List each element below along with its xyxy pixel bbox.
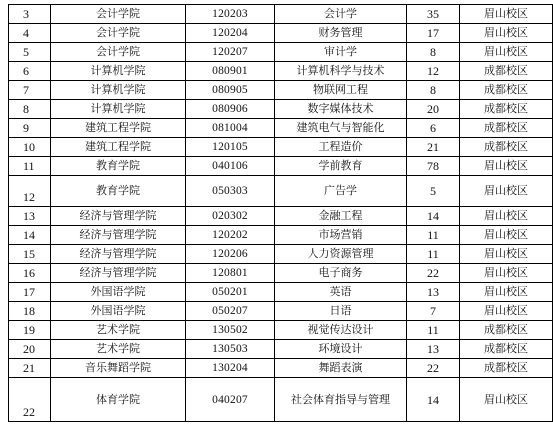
campus-cell: 成都校区 <box>460 359 553 378</box>
major-cell: 广告学 <box>275 176 407 207</box>
seq-cell: 13 <box>9 207 51 226</box>
seq-cell: 12 <box>9 176 51 207</box>
count-cell: 6 <box>407 119 460 138</box>
campus-cell: 眉山校区 <box>460 24 553 43</box>
campus-cell: 眉山校区 <box>460 264 553 283</box>
major-cell: 审计学 <box>275 43 407 62</box>
table-row <box>9 119 553 138</box>
code-cell: 120207 <box>186 43 275 62</box>
table-row <box>9 245 553 264</box>
campus-cell: 成都校区 <box>460 119 553 138</box>
campus-cell: 眉山校区 <box>460 157 553 176</box>
college-cell: 建筑工程学院 <box>51 138 186 157</box>
code-cell: 120801 <box>186 264 275 283</box>
seq-cell: 10 <box>9 138 51 157</box>
campus-cell: 成都校区 <box>460 62 553 81</box>
college-cell: 会计学院 <box>51 5 186 24</box>
code-cell: 130503 <box>186 340 275 359</box>
table-row <box>9 43 553 62</box>
count-cell: 22 <box>407 264 460 283</box>
count-cell: 21 <box>407 138 460 157</box>
campus-cell: 眉山校区 <box>460 176 553 207</box>
major-cell: 电子商务 <box>275 264 407 283</box>
major-cell: 物联网工程 <box>275 81 407 100</box>
major-cell: 会计学 <box>275 5 407 24</box>
table-row <box>9 302 553 321</box>
campus-cell: 成都校区 <box>460 340 553 359</box>
count-cell: 20 <box>407 100 460 119</box>
table-row <box>9 24 553 43</box>
count-cell: 13 <box>407 340 460 359</box>
table-row <box>9 176 553 207</box>
college-cell: 经济与管理学院 <box>51 226 186 245</box>
count-cell: 14 <box>407 207 460 226</box>
table-row <box>9 157 553 176</box>
code-cell: 020302 <box>186 207 275 226</box>
code-cell: 120202 <box>186 226 275 245</box>
campus-cell: 眉山校区 <box>460 245 553 264</box>
campus-cell: 眉山校区 <box>460 378 553 422</box>
campus-cell: 成都校区 <box>460 100 553 119</box>
campus-cell: 成都校区 <box>460 81 553 100</box>
college-cell: 音乐舞蹈学院 <box>51 359 186 378</box>
major-cell: 财务管理 <box>275 24 407 43</box>
code-cell: 130502 <box>186 321 275 340</box>
major-cell: 工程造价 <box>275 138 407 157</box>
major-cell: 环境设计 <box>275 340 407 359</box>
code-cell: 050303 <box>186 176 275 207</box>
code-cell: 120206 <box>186 245 275 264</box>
campus-cell: 眉山校区 <box>460 302 553 321</box>
code-cell: 050201 <box>186 283 275 302</box>
college-cell: 计算机学院 <box>51 62 186 81</box>
college-cell: 计算机学院 <box>51 81 186 100</box>
college-cell: 外国语学院 <box>51 283 186 302</box>
table-row <box>9 226 553 245</box>
college-cell: 艺术学院 <box>51 340 186 359</box>
seq-cell: 18 <box>9 302 51 321</box>
seq-cell: 20 <box>9 340 51 359</box>
seq-cell: 16 <box>9 264 51 283</box>
seq-cell: 21 <box>9 359 51 378</box>
table-row <box>9 62 553 81</box>
seq-cell: 8 <box>9 100 51 119</box>
table-row <box>9 100 553 119</box>
table-row <box>9 340 553 359</box>
campus-cell: 眉山校区 <box>460 43 553 62</box>
seq-cell: 5 <box>9 43 51 62</box>
college-cell: 建筑工程学院 <box>51 119 186 138</box>
code-cell: 120204 <box>186 24 275 43</box>
table-row <box>9 283 553 302</box>
college-cell: 会计学院 <box>51 43 186 62</box>
count-cell: 78 <box>407 157 460 176</box>
table-body <box>9 5 553 422</box>
seq-cell: 7 <box>9 81 51 100</box>
campus-cell: 眉山校区 <box>460 226 553 245</box>
count-cell: 11 <box>407 245 460 264</box>
seq-cell: 11 <box>9 157 51 176</box>
code-cell: 080905 <box>186 81 275 100</box>
count-cell: 14 <box>407 378 460 422</box>
major-cell: 学前教育 <box>275 157 407 176</box>
seq-cell: 19 <box>9 321 51 340</box>
count-cell: 8 <box>407 81 460 100</box>
campus-cell: 成都校区 <box>460 321 553 340</box>
count-cell: 22 <box>407 359 460 378</box>
campus-cell: 眉山校区 <box>460 5 553 24</box>
count-cell: 5 <box>407 176 460 207</box>
table-row <box>9 138 553 157</box>
seq-cell: 14 <box>9 226 51 245</box>
table-row <box>9 81 553 100</box>
major-cell: 社会体育指导与管理 <box>275 378 407 422</box>
count-cell: 11 <box>407 226 460 245</box>
code-cell: 040207 <box>186 378 275 422</box>
major-cell: 市场营销 <box>275 226 407 245</box>
code-cell: 040106 <box>186 157 275 176</box>
code-cell: 081004 <box>186 119 275 138</box>
major-cell: 建筑电气与智能化 <box>275 119 407 138</box>
code-cell: 080906 <box>186 100 275 119</box>
seq-cell: 3 <box>9 5 51 24</box>
table-row <box>9 5 553 24</box>
college-cell: 经济与管理学院 <box>51 264 186 283</box>
college-cell: 艺术学院 <box>51 321 186 340</box>
code-cell: 050207 <box>186 302 275 321</box>
major-cell: 人力资源管理 <box>275 245 407 264</box>
college-cell: 外国语学院 <box>51 302 186 321</box>
count-cell: 7 <box>407 302 460 321</box>
major-cell: 英语 <box>275 283 407 302</box>
count-cell: 8 <box>407 43 460 62</box>
major-cell: 视觉传达设计 <box>275 321 407 340</box>
table-row <box>9 359 553 378</box>
college-cell: 经济与管理学院 <box>51 245 186 264</box>
count-cell: 13 <box>407 283 460 302</box>
table-row <box>9 207 553 226</box>
college-cell: 体育学院 <box>51 378 186 422</box>
count-cell: 35 <box>407 5 460 24</box>
table-row <box>9 264 553 283</box>
code-cell: 120203 <box>186 5 275 24</box>
count-cell: 17 <box>407 24 460 43</box>
count-cell: 12 <box>407 62 460 81</box>
seq-cell: 9 <box>9 119 51 138</box>
table-row <box>9 378 553 422</box>
college-cell: 教育学院 <box>51 157 186 176</box>
code-cell: 120105 <box>186 138 275 157</box>
seq-cell: 4 <box>9 24 51 43</box>
college-cell: 会计学院 <box>51 24 186 43</box>
major-cell: 日语 <box>275 302 407 321</box>
campus-cell: 成都校区 <box>460 138 553 157</box>
count-cell: 11 <box>407 321 460 340</box>
major-cell: 舞蹈表演 <box>275 359 407 378</box>
table-row <box>9 321 553 340</box>
campus-cell: 眉山校区 <box>460 207 553 226</box>
major-cell: 金融工程 <box>275 207 407 226</box>
major-cell: 计算机科学与技术 <box>275 62 407 81</box>
seq-cell: 22 <box>9 378 51 422</box>
seq-cell: 15 <box>9 245 51 264</box>
seq-cell: 6 <box>9 62 51 81</box>
college-cell: 经济与管理学院 <box>51 207 186 226</box>
college-cell: 计算机学院 <box>51 100 186 119</box>
college-cell: 教育学院 <box>51 176 186 207</box>
enrollment-table <box>8 4 553 422</box>
seq-cell: 17 <box>9 283 51 302</box>
campus-cell: 眉山校区 <box>460 283 553 302</box>
code-cell: 080901 <box>186 62 275 81</box>
enrollment-table-container <box>8 4 552 422</box>
code-cell: 130204 <box>186 359 275 378</box>
major-cell: 数字媒体技术 <box>275 100 407 119</box>
